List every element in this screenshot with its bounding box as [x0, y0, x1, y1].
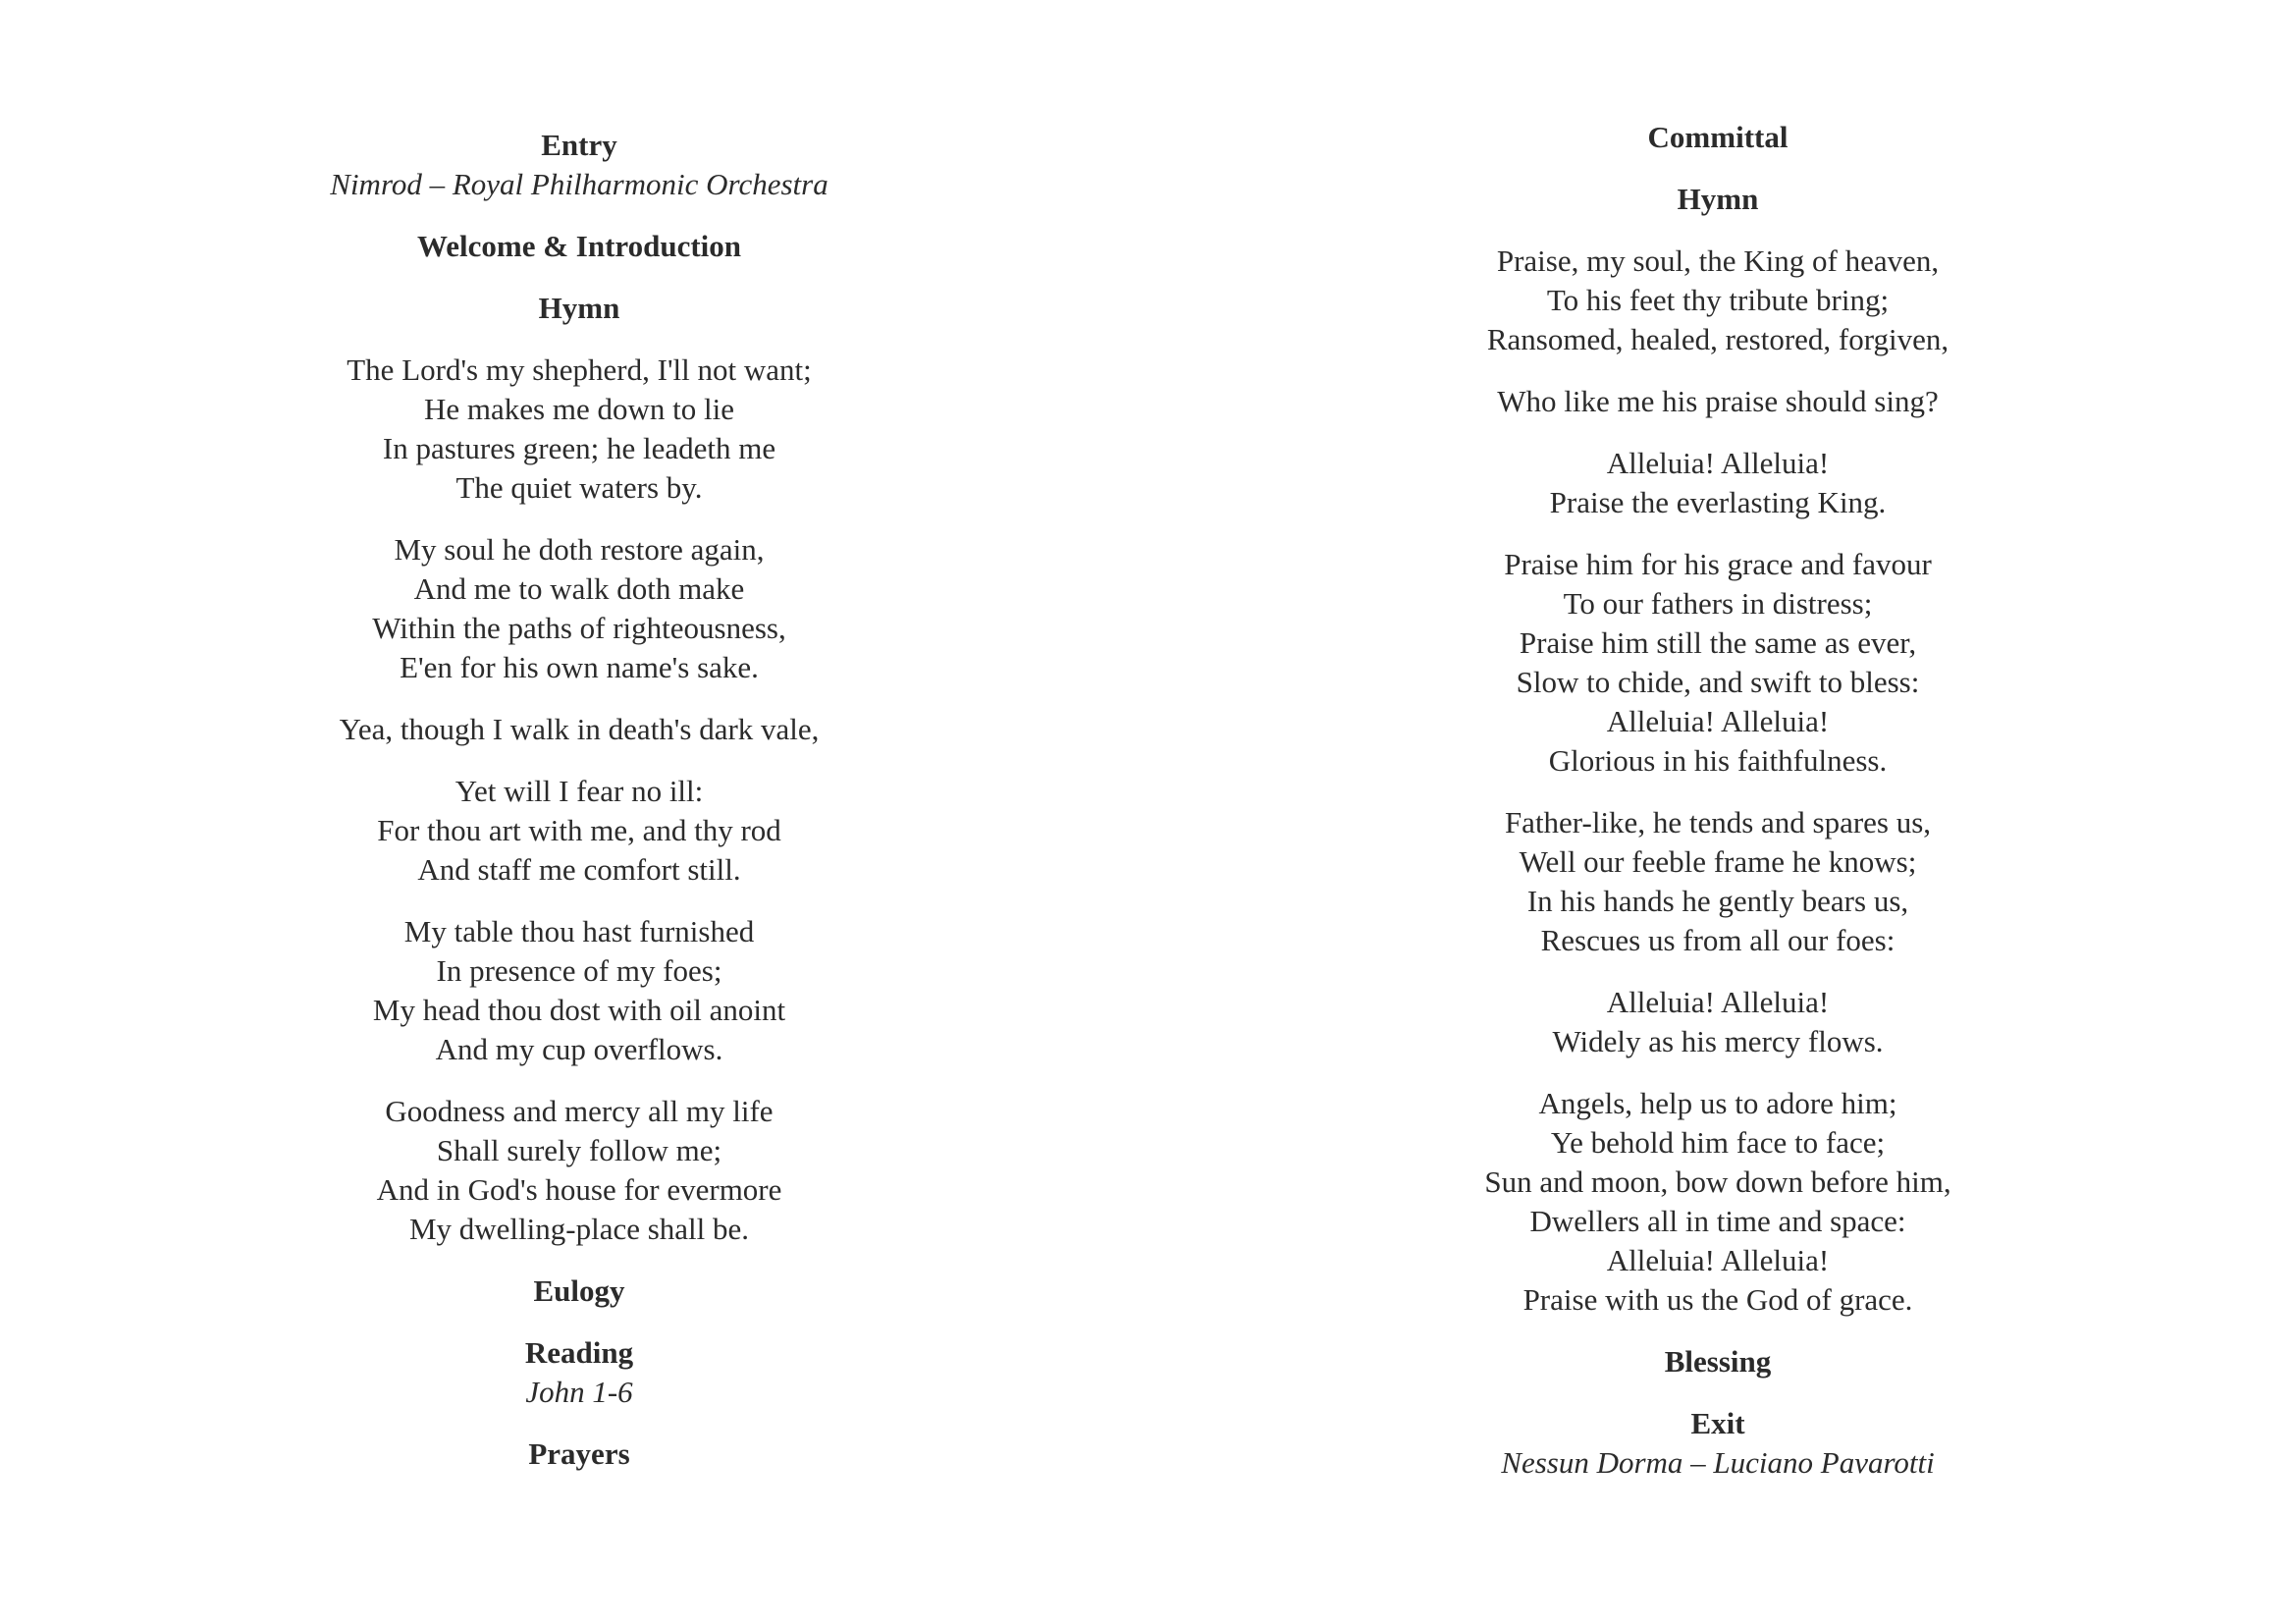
hymn-line: Sun and moon, bow down before him, — [1484, 1164, 1951, 1199]
hymn-line: In his hands he gently bears us, — [1526, 884, 1909, 918]
welcome-section — [206, 227, 952, 266]
hymn-line: Alleluia! Alleluia! — [1606, 1243, 1830, 1277]
blessing-section — [1345, 1342, 2091, 1381]
hymn-line: Yet will I fear no ill: — [454, 774, 704, 808]
hymn-line: Dwellers all in time and space: — [1529, 1204, 1906, 1238]
hymn-line: Praise with us the God of grace. — [1522, 1282, 1913, 1317]
hymn-line: In presence of my foes; — [436, 953, 722, 988]
welcome-heading: Welcome & Introduction — [416, 229, 742, 263]
committal-heading: Committal — [1647, 120, 1789, 154]
hymn-verse — [1345, 545, 2091, 781]
hymn-verse — [206, 912, 952, 1069]
hymn-line: My head thou dost with oil anoint — [372, 993, 786, 1027]
hymn-line: My soul he doth restore again, — [394, 532, 765, 567]
hymn-line: He makes me down to lie — [424, 392, 734, 426]
hymn-line: Praise, my soul, the King of heaven, — [1496, 244, 1940, 278]
hymn-verse — [206, 351, 952, 508]
hymn-line: Father-like, he tends and spares us, — [1504, 805, 1932, 839]
committal-section — [1345, 118, 2091, 157]
reading-reference: John 1-6 — [525, 1375, 633, 1409]
hymn-heading-block — [206, 289, 952, 328]
reading-section — [206, 1333, 952, 1412]
hymn-line: Rescues us from all our foes: — [1540, 923, 1896, 957]
hymn-line: To his feet thy tribute bring; — [1546, 283, 1890, 317]
hymn-line: Praise him for his grace and favour — [1504, 547, 1932, 581]
exit-section — [1345, 1404, 2091, 1483]
exit-music: Nessun Dorma – Luciano Pavarotti — [1501, 1445, 1935, 1480]
hymn-line: My dwelling-place shall be. — [408, 1212, 750, 1246]
hymn-line: Slow to chide, and swift to bless: — [1516, 665, 1920, 699]
hymn-line: Alleluia! Alleluia! — [1606, 446, 1830, 480]
left-page-content — [206, 126, 952, 1496]
hymn-line: For thou art with me, and thy rod — [377, 813, 781, 847]
hymn-line: E'en for his own name's sake. — [400, 650, 759, 684]
hymn-verse — [1345, 803, 2091, 960]
hymn-line: And me to walk doth make — [413, 571, 745, 606]
hymn-verse — [1345, 983, 2091, 1061]
hymn-line: And in God's house for evermore — [376, 1172, 782, 1207]
hymn-line: The quiet waters by. — [455, 470, 703, 505]
blessing-heading: Blessing — [1664, 1344, 1772, 1379]
hymn-line: And staff me comfort still. — [417, 852, 741, 887]
eulogy-section — [206, 1272, 952, 1311]
hymn-line: Yea, though I walk in death's dark vale, — [339, 712, 820, 746]
hymn-line: Ransomed, healed, restored, forgiven, — [1486, 322, 1949, 356]
prayers-heading: Prayers — [528, 1436, 630, 1471]
hymn-verse — [206, 530, 952, 687]
right-page — [1148, 0, 2296, 1624]
hymn-line: Goodness and mercy all my life — [385, 1094, 774, 1128]
hymn-heading: Hymn — [1677, 182, 1759, 216]
hymn-line: The Lord's my shepherd, I'll not want; — [347, 352, 812, 387]
hymn-line: Shall surely follow me; — [436, 1133, 722, 1167]
hymn-verse — [1345, 242, 2091, 359]
hymn-line: Praise the everlasting King. — [1549, 485, 1887, 519]
entry-heading: Entry — [541, 128, 617, 162]
eulogy-heading: Eulogy — [533, 1273, 625, 1308]
hymn-line: Ye behold him face to face; — [1550, 1125, 1886, 1160]
entry-music: Nimrod – Royal Philharmonic Orchestra — [330, 167, 828, 201]
hymn-verse — [206, 710, 952, 749]
hymn-line: Alleluia! Alleluia! — [1606, 704, 1830, 738]
hymn-heading: Hymn — [538, 291, 620, 325]
hymn-verse — [1345, 444, 2091, 522]
hymn-verse — [1345, 1084, 2091, 1320]
hymn-verse — [206, 1092, 952, 1249]
exit-heading: Exit — [1690, 1406, 1745, 1440]
entry-section — [206, 126, 952, 204]
hymn-line: Glorious in his faithfulness. — [1548, 743, 1888, 778]
hymn-line: Widely as his mercy flows. — [1552, 1024, 1884, 1058]
hymn-verse — [1345, 382, 2091, 421]
hymn-line: Within the paths of righteousness, — [372, 611, 786, 645]
hymn-verse — [206, 772, 952, 890]
right-page-content — [1345, 118, 2091, 1505]
hymn-line: Well our feeble frame he knows; — [1519, 844, 1917, 879]
hymn-line: My table thou hast furnished — [403, 914, 755, 948]
reading-heading: Reading — [524, 1335, 634, 1370]
prayers-section — [206, 1435, 952, 1474]
hymn-line: Angels, help us to adore him; — [1538, 1086, 1897, 1120]
hymn-line: Alleluia! Alleluia! — [1606, 985, 1830, 1019]
hymn-line: Praise him still the same as ever, — [1519, 625, 1917, 660]
hymn-line: In pastures green; he leadeth me — [382, 431, 776, 465]
hymn-heading-block — [1345, 180, 2091, 219]
hymn-line: Who like me his praise should sing? — [1497, 384, 1939, 418]
hymn-line: And my cup overflows. — [435, 1032, 723, 1066]
hymn-line: To our fathers in distress; — [1563, 586, 1873, 621]
